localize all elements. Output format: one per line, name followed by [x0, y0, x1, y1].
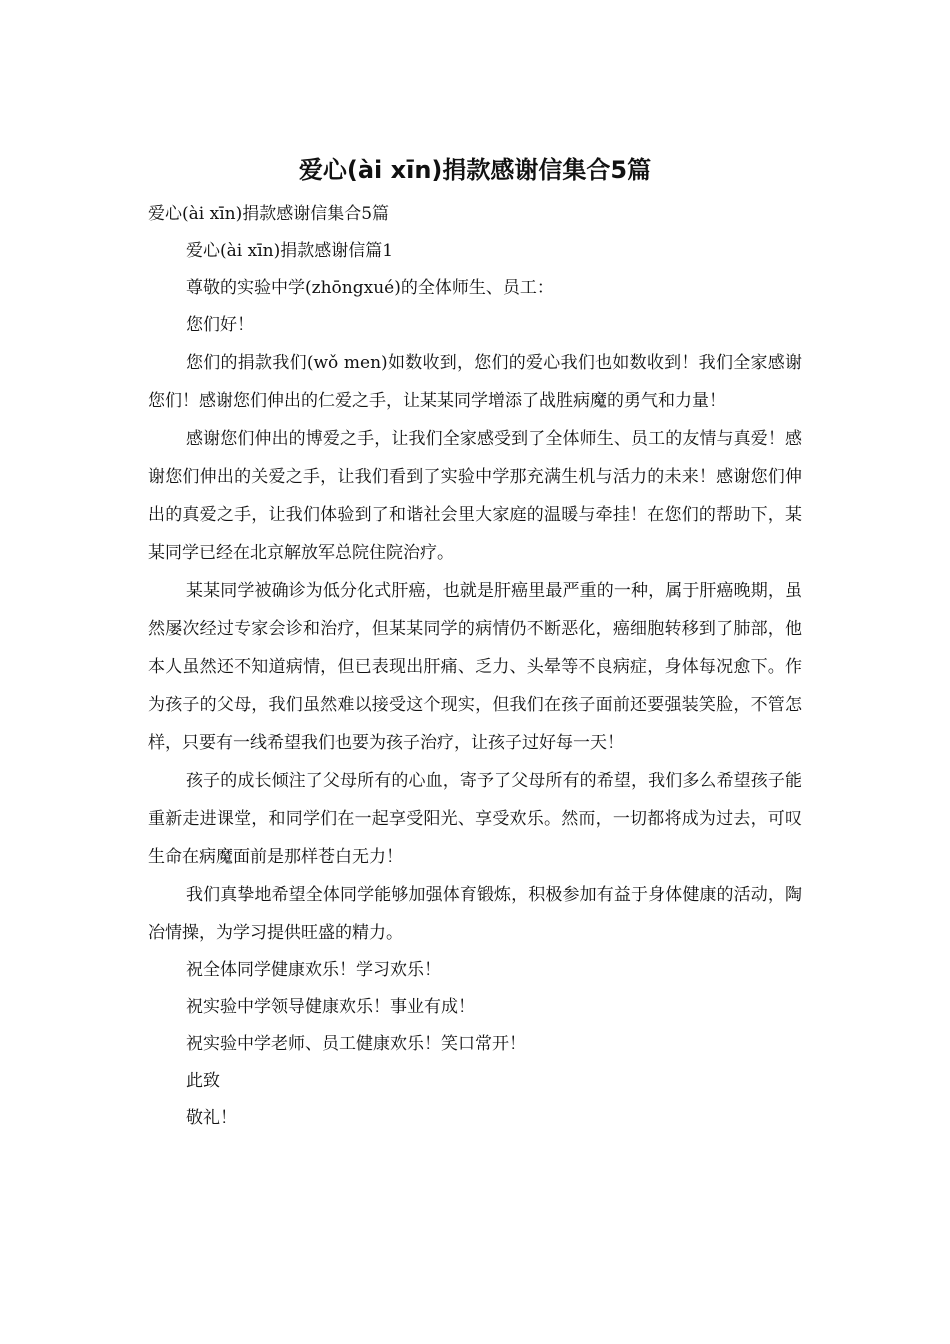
salutation: 尊敬的实验中学(zhōngxué)的全体师生、员工： [186, 278, 554, 298]
document-title: 爱心(ài xīn)捐款感谢信集合5篇 [298, 156, 652, 184]
wish-line: 祝实验中学老师、员工健康欢乐！笑口常开！ [186, 1034, 526, 1054]
wish-line: 祝全体同学健康欢乐！学习欢乐！ [186, 960, 441, 980]
body-paragraph: 孩子的成长倾注了父母所有的心血，寄予了父母所有的希望，我们多么希望孩子能重新走进课堂，和同学们在一起享受阳光、享受欢乐。然而，一切都将成为过去，可叹生命在病魔面前是那样苍白无力！ [148, 771, 802, 867]
closing-line: 此致 [186, 1071, 220, 1091]
greeting: 您们好！ [186, 315, 254, 335]
closing-line: 敬礼！ [186, 1108, 237, 1128]
body-paragraph: 感谢您们伸出的博爱之手，让我们全家感受到了全体师生、员工的友情与真爱！感谢您们伸出的关爱之手，让我们看到了实验中学那充满生机与活力的未来！感谢您们伸出的真爱之手，让我们体验到了和谐社会里大家庭的温暖与牵挂！在您们的帮助下，某某同学已经在北京解放军总院住院治疗。 [148, 429, 802, 563]
body-paragraph: 某某同学被确诊为低分化式肝癌，也就是肝癌里最严重的一种，属于肝癌晚期，虽然屡次经过专家会诊和治疗，但某某同学的病情仍不断恶化，癌细胞转移到了肺部，他本人虽然还不知道病情，但已表现出肝痛、乏力、头晕等不良病症，身体每况愈下。作为孩子的父母，我们虽然难以接受这个现实，但我们在孩子面前还要强装笑脸，不管怎样，只要有一线希望我们也要为孩子治疗，让孩子过好每一天！ [148, 581, 802, 753]
body-paragraph: 我们真挚地希望全体同学能够加强体育锻炼，积极参加有益于身体健康的活动，陶冶情操，为学习提供旺盛的精力。 [148, 885, 802, 943]
body-paragraph: 您们的捐款我们(wǒ men)如数收到，您们的爱心我们也如数收到！我们全家感谢您们！感谢您们伸出的仁爱之手，让某某同学增添了战胜病魔的勇气和力量！ [148, 353, 802, 411]
document-subtitle: 爱心(ài xīn)捐款感谢信集合5篇 [148, 204, 390, 224]
section-heading: 爱心(ài xīn)捐款感谢信篇1 [186, 241, 394, 261]
wish-line: 祝实验中学领导健康欢乐！事业有成！ [186, 997, 475, 1017]
document-page [148, 150, 802, 1137]
